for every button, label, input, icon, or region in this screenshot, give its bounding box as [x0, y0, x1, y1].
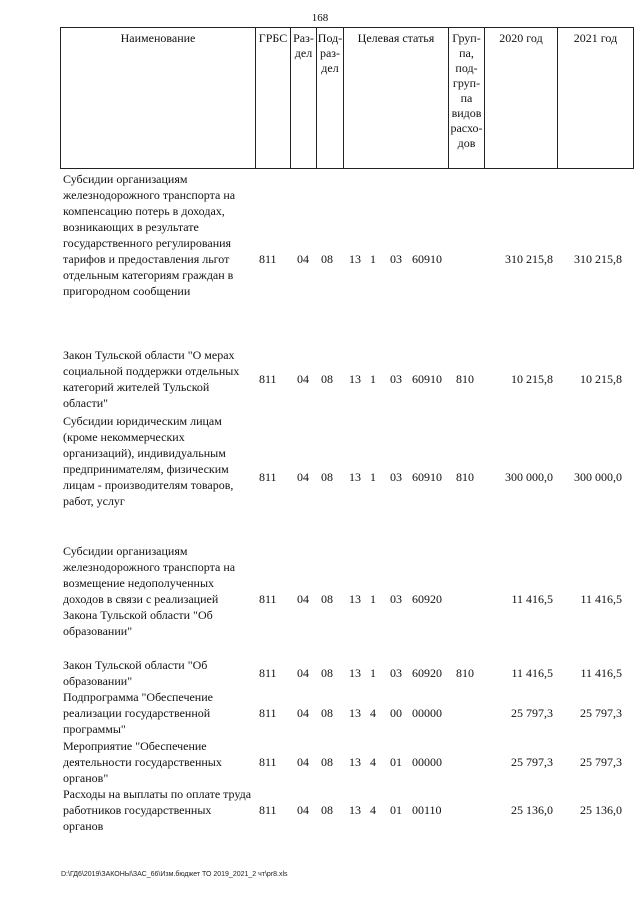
- cell-2021: 310 215,8: [574, 252, 622, 266]
- cell-razdel: 04: [297, 803, 309, 817]
- cell-group: 810: [456, 470, 474, 484]
- file-path-footer: D:\ГД6\2019\ЗАКОНЫ\ЗАС_66\Изм.бюджет ТО 2019_2021_2 чт\pr8.xls: [61, 871, 288, 878]
- row-name: Субсидии юридическим лицам (кроме некоммерческих организаций), индивидуальным предпринимателям, физическим лицам - производителям товаров, работ, услуг: [63, 414, 234, 508]
- row-name: Мероприятие "Обеспечение деятельности государственных органов": [63, 739, 222, 785]
- cell-podrazdel: 08: [321, 372, 333, 386]
- cell-razdel: 04: [297, 470, 309, 484]
- cell-2021: 10 215,8: [580, 372, 622, 386]
- row-name: Подпрограмма "Обеспечение реализации государственной программы": [63, 690, 213, 736]
- header-2021: 2021 год: [557, 28, 634, 168]
- cell-2021: 11 416,5: [580, 592, 622, 606]
- cell-grbs: 811: [259, 706, 277, 720]
- cell-target-2: 1: [370, 470, 376, 484]
- cell-target-1: 13: [349, 470, 361, 484]
- cell-target-1: 13: [349, 666, 361, 680]
- cell-target-3: 01: [390, 803, 402, 817]
- cell-2020: 11 416,5: [511, 666, 553, 680]
- cell-razdel: 04: [297, 252, 309, 266]
- header-target: Целевая статья: [343, 28, 448, 168]
- cell-target-2: 4: [370, 803, 376, 817]
- cell-target-4: 60910: [412, 372, 442, 386]
- cell-group: 810: [456, 666, 474, 680]
- row-name: Субсидии организациям железнодорожного транспорта на возмещение недополученных доходов в связи с реализацией Закона Тульской области "Об образовании": [63, 544, 236, 638]
- cell-target-1: 13: [349, 592, 361, 606]
- cell-target-1: 13: [349, 803, 361, 817]
- cell-target-3: 03: [390, 252, 402, 266]
- cell-target-3: 03: [390, 592, 402, 606]
- cell-target-3: 00: [390, 706, 402, 720]
- cell-target-4: 60910: [412, 470, 442, 484]
- cell-2020: 300 000,0: [505, 470, 553, 484]
- cell-razdel: 04: [297, 372, 309, 386]
- cell-target-4: 60910: [412, 252, 442, 266]
- cell-target-1: 13: [349, 372, 361, 386]
- cell-target-2: 1: [370, 372, 376, 386]
- cell-target-2: 1: [370, 592, 376, 606]
- cell-razdel: 04: [297, 755, 309, 769]
- cell-target-2: 1: [370, 666, 376, 680]
- row-name: Субсидии организациям железнодорожного транспорта на компенсацию потерь в доходах, возникающих в результате государственного регулирования тарифов и предоставления льгот отдельным категориям граждан в пригородном сообщении: [63, 172, 236, 298]
- cell-target-2: 1: [370, 252, 376, 266]
- cell-target-2: 4: [370, 706, 376, 720]
- cell-podrazdel: 08: [321, 470, 333, 484]
- cell-podrazdel: 08: [321, 755, 333, 769]
- header-2020: 2020 год: [484, 28, 557, 168]
- cell-2020: 11 416,5: [511, 592, 553, 606]
- cell-2020: 310 215,8: [505, 252, 553, 266]
- cell-target-4: 60920: [412, 666, 442, 680]
- cell-razdel: 04: [297, 666, 309, 680]
- cell-podrazdel: 08: [321, 803, 333, 817]
- cell-group: 810: [456, 372, 474, 386]
- cell-grbs: 811: [259, 470, 277, 484]
- cell-2020: 25 797,3: [511, 706, 553, 720]
- row-name: Расходы на выплаты по оплате труда работников государственных органов: [63, 787, 252, 833]
- cell-target-1: 13: [349, 706, 361, 720]
- cell-grbs: 811: [259, 252, 277, 266]
- table-header: [60, 27, 634, 169]
- cell-podrazdel: 08: [321, 666, 333, 680]
- cell-2020: 25 797,3: [511, 755, 553, 769]
- cell-podrazdel: 08: [321, 252, 333, 266]
- cell-target-4: 60920: [412, 592, 442, 606]
- cell-2021: 11 416,5: [580, 666, 622, 680]
- cell-podrazdel: 08: [321, 592, 333, 606]
- cell-target-2: 4: [370, 755, 376, 769]
- cell-grbs: 811: [259, 755, 277, 769]
- header-group: Груп- па, под- груп- па видов расхо- дов: [448, 28, 484, 168]
- cell-target-4: 00110: [412, 803, 442, 817]
- cell-target-3: 03: [390, 470, 402, 484]
- header-podrazdel: Под- раз- дел: [316, 28, 343, 168]
- cell-2021: 25 797,3: [580, 755, 622, 769]
- cell-target-3: 03: [390, 666, 402, 680]
- row-name: Закон Тульской области "О мерах социальной поддержки отдельных категорий жителей Тульской области": [63, 348, 240, 410]
- header-razdel: Раз- дел: [290, 28, 316, 168]
- cell-grbs: 811: [259, 666, 277, 680]
- cell-2021: 25 136,0: [580, 803, 622, 817]
- cell-target-4: 00000: [412, 706, 442, 720]
- header-grbs: ГРБС: [255, 28, 290, 168]
- cell-2020: 10 215,8: [511, 372, 553, 386]
- cell-grbs: 811: [259, 372, 277, 386]
- cell-target-4: 00000: [412, 755, 442, 769]
- cell-razdel: 04: [297, 592, 309, 606]
- cell-podrazdel: 08: [321, 706, 333, 720]
- cell-grbs: 811: [259, 803, 277, 817]
- cell-2021: 300 000,0: [574, 470, 622, 484]
- cell-grbs: 811: [259, 592, 277, 606]
- cell-2021: 25 797,3: [580, 706, 622, 720]
- cell-target-3: 01: [390, 755, 402, 769]
- cell-razdel: 04: [297, 706, 309, 720]
- page-number: 168: [311, 12, 329, 24]
- cell-2020: 25 136,0: [511, 803, 553, 817]
- cell-target-1: 13: [349, 252, 361, 266]
- row-name: Закон Тульской области "Об образовании": [63, 658, 208, 688]
- cell-target-1: 13: [349, 755, 361, 769]
- cell-target-3: 03: [390, 372, 402, 386]
- header-name: Наименование: [60, 28, 255, 168]
